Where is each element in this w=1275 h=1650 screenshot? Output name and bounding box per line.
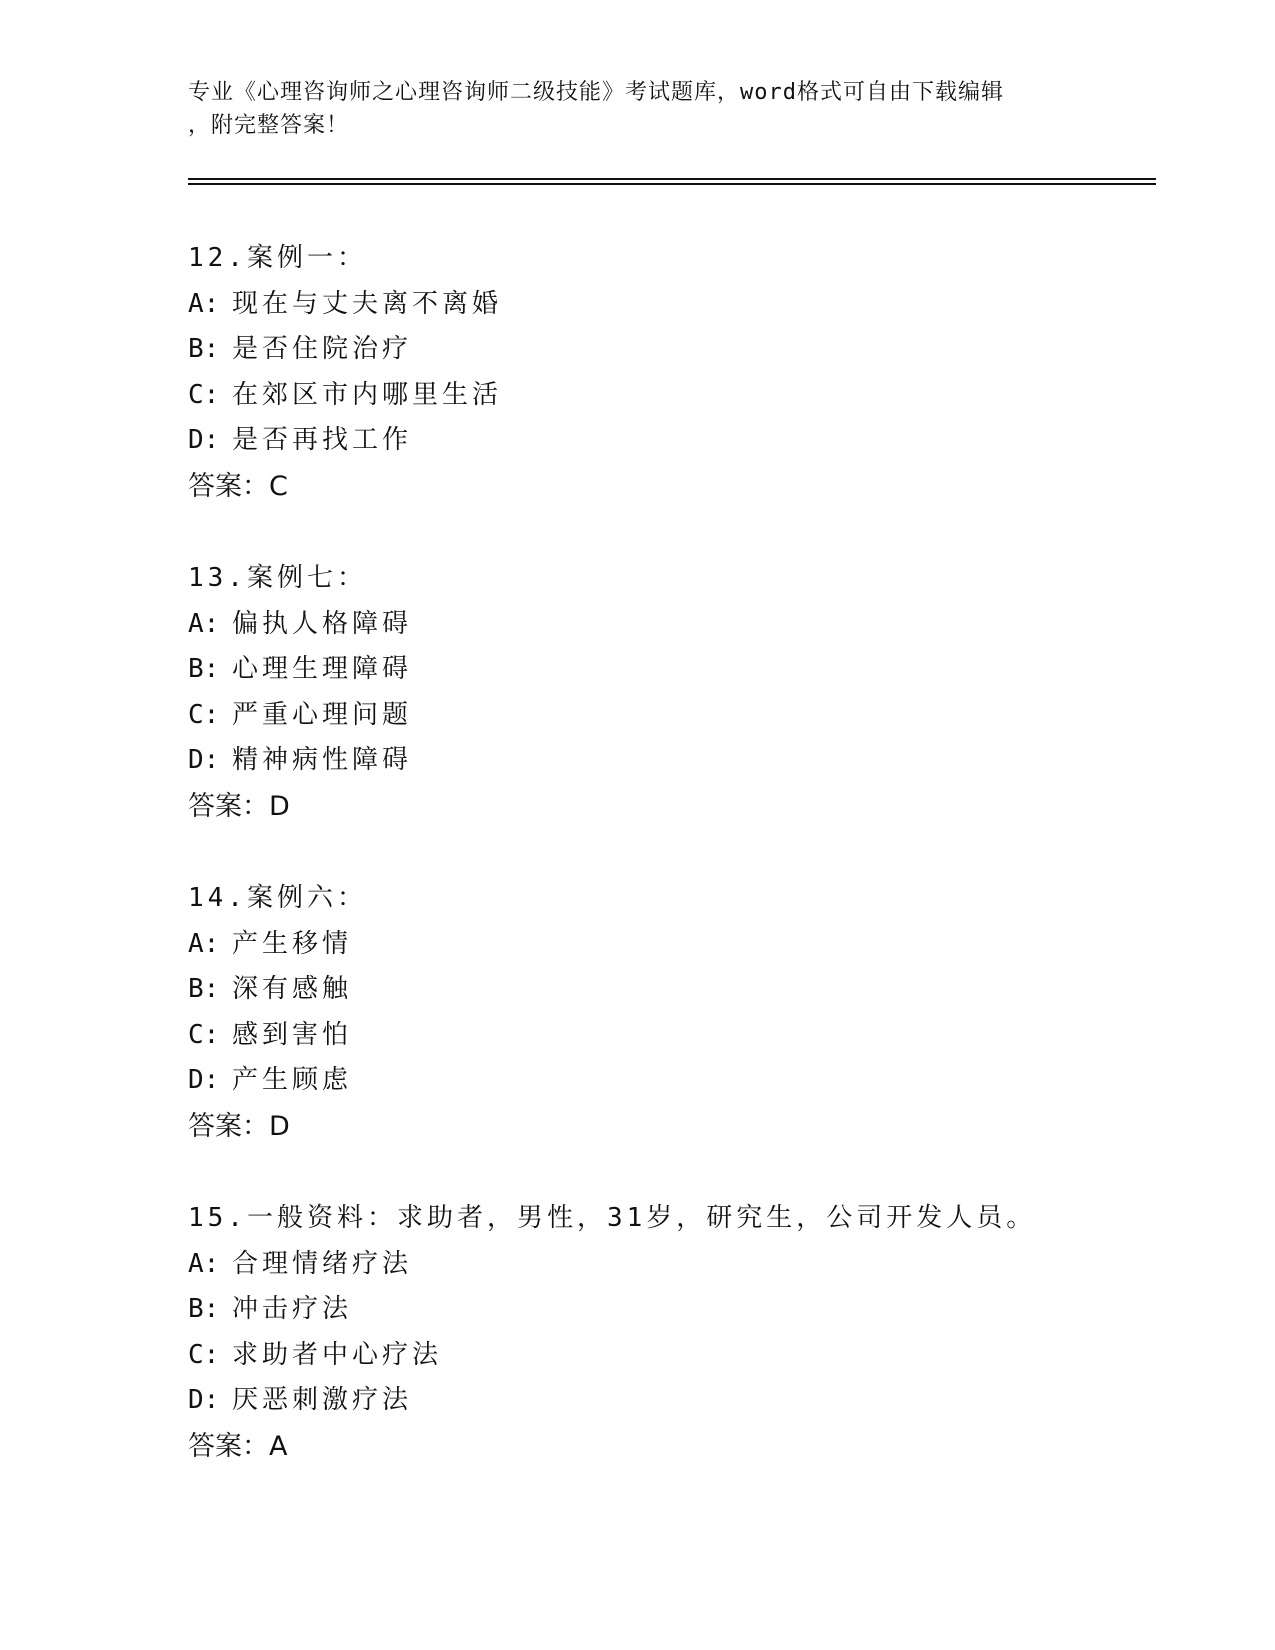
option-label: B: xyxy=(188,334,220,364)
option-text: 深有感触 xyxy=(232,974,353,1004)
option-d xyxy=(188,418,1188,464)
option-d xyxy=(188,738,1188,784)
option-label: A: xyxy=(188,288,220,319)
question-15 xyxy=(188,1196,1188,1516)
option-a xyxy=(188,1242,1188,1288)
option-d xyxy=(188,1378,1188,1424)
option-label: D: xyxy=(188,745,220,775)
option-c xyxy=(188,1013,1188,1059)
option-label: A: xyxy=(188,608,220,639)
option-label: A: xyxy=(188,1248,220,1279)
option-c xyxy=(188,373,1188,419)
option-label: D: xyxy=(188,425,220,455)
option-b xyxy=(188,967,1188,1013)
header-line-1: 专业《心理咨询师之心理咨询师二级技能》考试题库，word格式可自由下载编辑 xyxy=(188,80,1004,105)
option-c xyxy=(188,1333,1188,1379)
option-label: C: xyxy=(188,379,220,410)
option-label: C: xyxy=(188,1019,220,1050)
option-text: 是否住院治疗 xyxy=(232,334,413,364)
option-text: 现在与丈夫离不离婚 xyxy=(232,288,503,319)
answer: 答案：D xyxy=(188,790,290,822)
answer: 答案：A xyxy=(188,1430,288,1462)
option-text: 产生顾虑 xyxy=(232,1065,353,1095)
option-text: 是否再找工作 xyxy=(232,425,413,455)
option-text: 在郊区市内哪里生活 xyxy=(232,379,503,410)
option-label: B: xyxy=(188,974,220,1004)
header-rule-top xyxy=(188,178,1156,180)
option-text: 冲击疗法 xyxy=(232,1294,353,1324)
option-text: 求助者中心疗法 xyxy=(232,1339,443,1370)
option-label: B: xyxy=(188,1294,220,1324)
option-text: 心理生理障碍 xyxy=(232,654,413,684)
option-label: C: xyxy=(188,699,220,730)
option-d xyxy=(188,1058,1188,1104)
question-stem: 13.案例七： xyxy=(188,563,367,593)
option-label: D: xyxy=(188,1065,220,1095)
option-b xyxy=(188,647,1188,693)
option-text: 严重心理问题 xyxy=(232,699,413,730)
option-text: 产生移情 xyxy=(232,928,353,959)
header-line-2: ，附完整答案！ xyxy=(188,113,350,138)
question-list xyxy=(188,236,1188,1516)
option-b xyxy=(188,1287,1188,1333)
option-label: C: xyxy=(188,1339,220,1370)
question-stem: 12.案例一： xyxy=(188,243,367,273)
question-stem: 15.一般资料：求助者，男性，31岁，研究生，公司开发人员。 xyxy=(188,1203,1037,1233)
option-a xyxy=(188,282,1188,328)
option-a xyxy=(188,602,1188,648)
answer: 答案：C xyxy=(188,470,288,502)
option-label: D: xyxy=(188,1385,220,1415)
option-text: 厌恶刺激疗法 xyxy=(232,1385,413,1415)
option-label: B: xyxy=(188,654,220,684)
question-12 xyxy=(188,236,1188,556)
question-14 xyxy=(188,876,1188,1196)
document-header xyxy=(188,76,1088,142)
option-c xyxy=(188,693,1188,739)
answer: 答案：D xyxy=(188,1110,290,1142)
option-text: 合理情绪疗法 xyxy=(232,1248,413,1279)
header-rule-bottom xyxy=(188,183,1156,185)
option-text: 精神病性障碍 xyxy=(232,745,413,775)
option-label: A: xyxy=(188,928,220,959)
option-b xyxy=(188,327,1188,373)
question-stem: 14.案例六： xyxy=(188,883,367,913)
option-text: 偏执人格障碍 xyxy=(232,608,413,639)
option-a xyxy=(188,922,1188,968)
option-text: 感到害怕 xyxy=(232,1019,353,1050)
question-13 xyxy=(188,556,1188,876)
